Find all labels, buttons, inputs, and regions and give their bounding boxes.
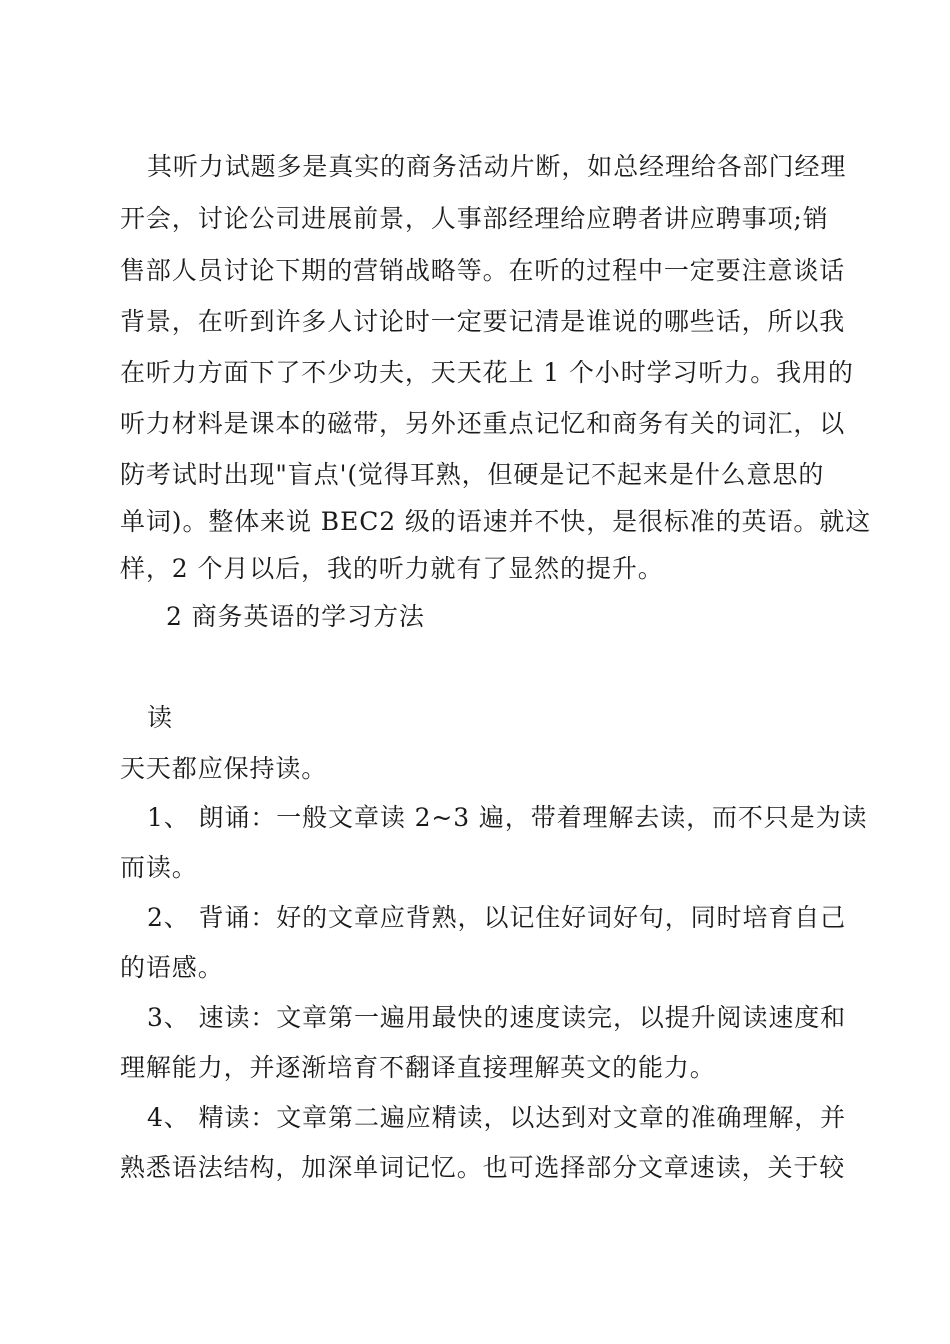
paragraph-line: 听力材料是课本的磁带，另外还重点记忆和商务有关的词汇，以 <box>120 409 846 438</box>
section-heading: 2 商务英语的学习方法 <box>166 602 425 631</box>
list-item-2-line-1: 2、 背诵：好的文章应背熟，以记住好词好句，同时培育自己 <box>147 903 847 932</box>
list-item-1-line-1: 1、 朗诵：一般文章读 2~3 遍，带着理解去读，而不只是为读 <box>147 803 868 832</box>
list-item-3-line-2: 理解能力，并逐渐培育不翻译直接理解英文的能力。 <box>120 1053 716 1082</box>
paragraph-line: 背景，在听到许多人讨论时一定要记清是谁说的哪些话，所以我 <box>120 307 846 336</box>
paragraph-line: 开会，讨论公司进展前景，人事部经理给应聘者讲应聘事项;销 <box>120 204 829 233</box>
list-item-2-line-2: 的语感。 <box>120 953 224 982</box>
paragraph-line: 售部人员讨论下期的营销战略等。在听的过程中一定要注意谈话 <box>120 256 846 285</box>
paragraph-line: 在听力方面下了不少功夫，天天花上 1 个小时学习听力。我用的 <box>120 358 854 387</box>
list-item-4-line-2: 熟悉语法结构，加深单词记忆。也可选择部分文章速读，关于较 <box>120 1153 846 1182</box>
list-item-4-line-1: 4、 精读：文章第二遍应精读，以达到对文章的准确理解，并 <box>147 1103 847 1132</box>
intro-line: 天天都应保持读。 <box>120 754 328 783</box>
subheading-read: 读 <box>147 703 173 732</box>
list-item-1-line-2: 而读。 <box>120 853 198 882</box>
paragraph-line: 样，2 个月以后，我的听力就有了显然的提升。 <box>120 554 664 583</box>
list-item-3-line-1: 3、 速读：文章第一遍用最快的速度读完，以提升阅读速度和 <box>147 1003 847 1032</box>
paragraph-line: 防考试时出现"盲点'(觉得耳熟，但硬是记不起来是什么意思的 <box>120 460 825 489</box>
paragraph-line: 其听力试题多是真实的商务活动片断，如总经理给各部门经理 <box>147 152 847 181</box>
paragraph-line: 单词)。整体来说 BEC2 级的语速并不快，是很标准的英语。就这 <box>120 507 872 536</box>
